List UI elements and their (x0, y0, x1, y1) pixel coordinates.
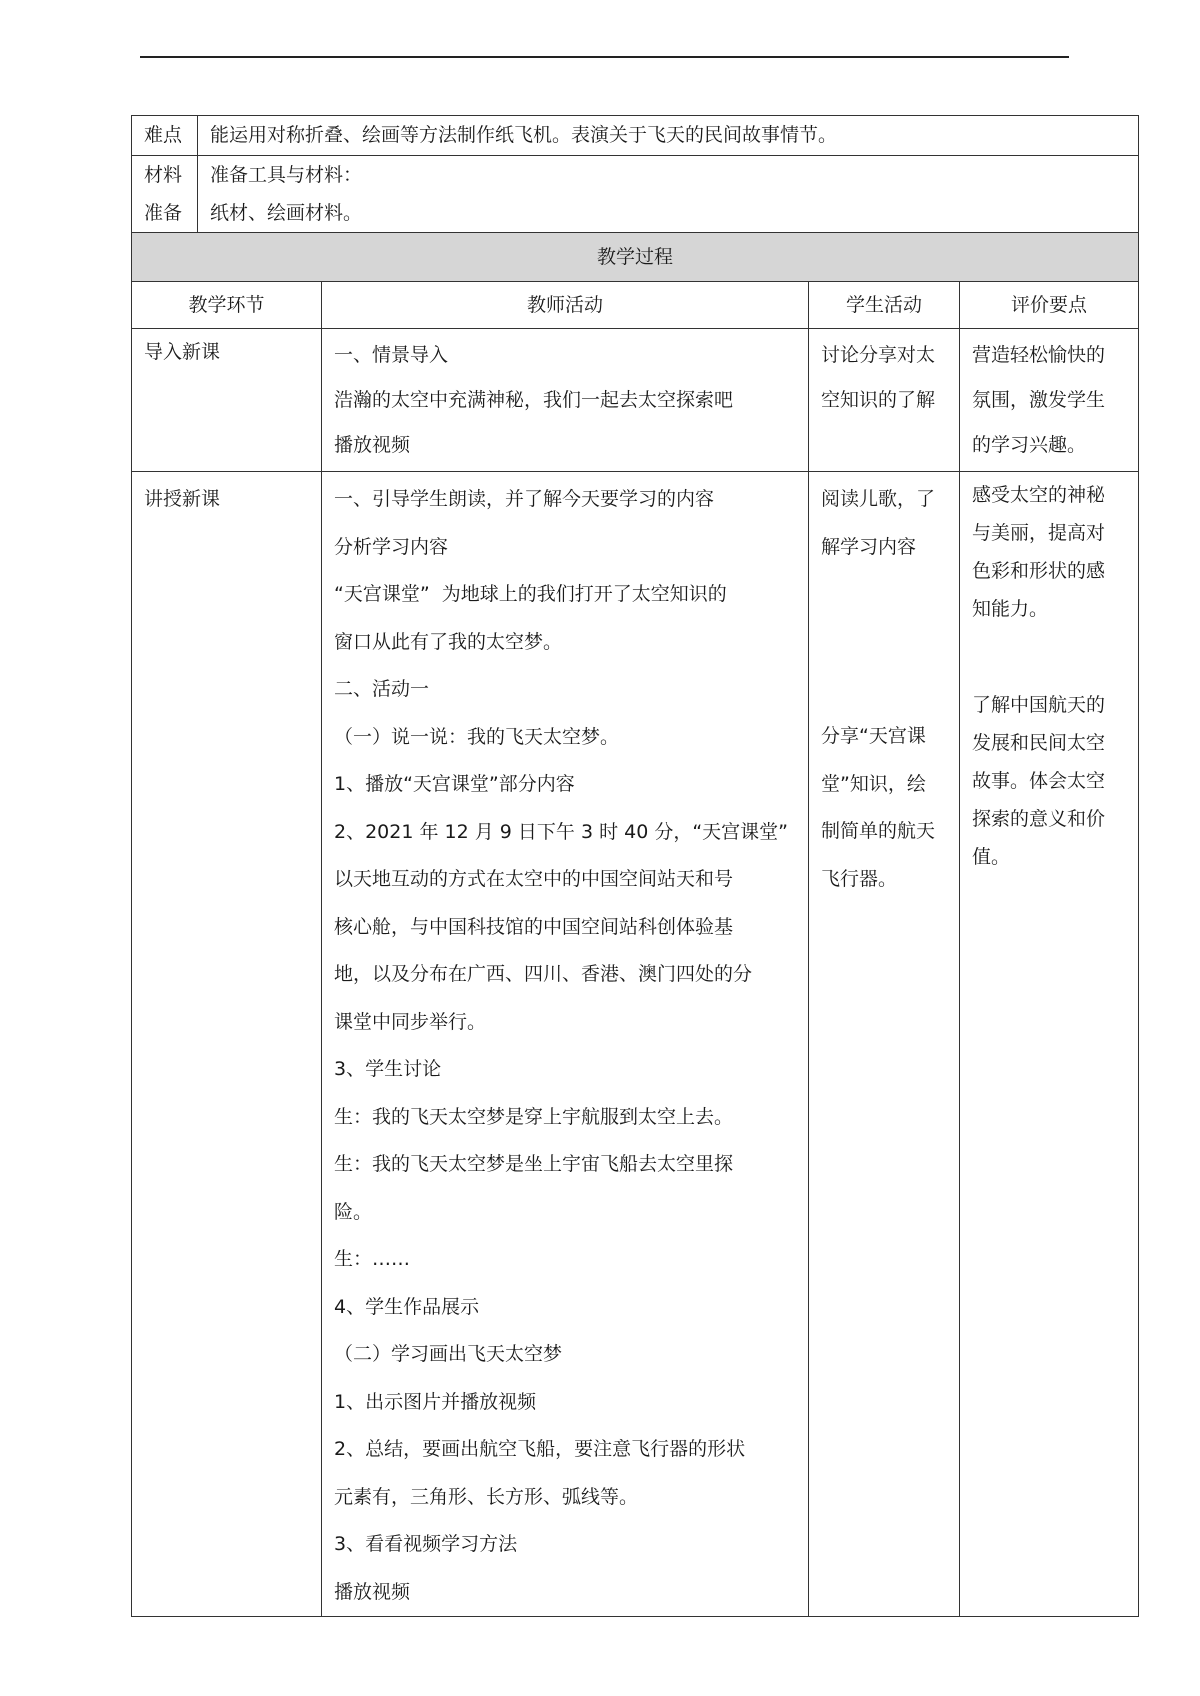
lecture-eval-line: 感受太空的神秘 (972, 484, 1106, 506)
spacer (821, 666, 959, 713)
lecture-eval-line: 了解中国航天的 (972, 694, 1106, 716)
header-stage: 教学环节 (132, 282, 322, 329)
lecture-eval-line: 探索的意义和价 (972, 808, 1106, 830)
intro-eval-line: 的学习兴趣。 (972, 434, 1087, 456)
lecture-eval-line: 值。 (972, 846, 1011, 868)
lecture-teacher-line: 1、播放“天宫课堂”部分内容 (334, 773, 575, 795)
lecture-teacher-line: 3、看看视频学习方法 (334, 1533, 518, 1555)
lecture-teacher-line: （一）说一说：我的飞天太空梦。 (334, 725, 620, 748)
lecture-student-line: 解学习内容 (821, 535, 917, 558)
materials-line2: 纸材、绘画材料。 (210, 202, 363, 224)
lecture-teacher-line: 险。 (334, 1200, 373, 1223)
intro-teacher (322, 329, 809, 472)
lecture-teacher-line: 生：我的飞天太空梦是坐上宇宙飞船去太空里探 (334, 1153, 734, 1175)
lecture-teacher-line: 生：我的飞天太空梦是穿上宇航服到太空上去。 (334, 1105, 734, 1128)
materials-text (198, 156, 1139, 233)
lecture-teacher-line: 以天地互动的方式在太空中的中国空间站天和号 (334, 868, 734, 890)
lecture-teacher-line: 课堂中同步举行。 (334, 1010, 487, 1033)
lecture-teacher-line: 4、学生作品展示 (334, 1295, 480, 1318)
lecture-teacher-line: 元素有，三角形、长方形、弧线等。 (334, 1485, 639, 1508)
lecture-student-line: 堂”知识，绘 (821, 772, 926, 795)
intro-row (132, 329, 1139, 472)
intro-eval (960, 329, 1139, 472)
lecture-eval (960, 472, 1139, 1617)
process-title-row (132, 233, 1139, 282)
spacer (821, 571, 959, 666)
lecture-teacher-line: “天宫课堂” 为地球上的我们打开了太空知识的 (334, 583, 727, 605)
lecture-eval-line: 故事。体会太空 (972, 770, 1106, 792)
difficulty-label: 难点 (132, 116, 198, 156)
lecture-teacher-line: 一、引导学生朗读，并了解今天要学习的内容 (334, 488, 715, 510)
lecture-teacher-line: 3、学生讨论 (334, 1058, 442, 1080)
lecture-student-line: 飞行器。 (821, 867, 898, 890)
lecture-student-line: 阅读儿歌，了 (821, 488, 936, 510)
lecture-stage (132, 472, 322, 1617)
spacer (972, 628, 1138, 686)
header-teacher: 教师活动 (322, 282, 809, 329)
process-title: 教学过程 (132, 233, 1139, 282)
lecture-teacher-line: 1、出示图片并播放视频 (334, 1390, 537, 1413)
lecture-teacher (322, 472, 809, 1617)
intro-student-line: 空知识的了解 (821, 389, 936, 411)
intro-teacher-line: 播放视频 (334, 434, 411, 456)
lecture-student-line: 制简单的航天 (821, 820, 936, 842)
lecture-teacher-line: 分析学习内容 (334, 535, 449, 558)
lecture-eval-line: 与美丽，提高对 (972, 522, 1106, 544)
difficulty-text: 能运用对称折叠、绘画等方法制作纸飞机。表演关于飞天的民间故事情节。 (198, 116, 1139, 156)
intro-eval-line: 氛围，激发学生 (972, 389, 1106, 411)
header-rule (140, 56, 1069, 58)
lecture-teacher-line: 核心舱，与中国科技馆的中国空间站科创体验基 (334, 915, 734, 938)
process-header-row (132, 282, 1139, 329)
lecture-student (809, 472, 960, 1617)
intro-student (809, 329, 960, 472)
lecture-teacher-line: 2、总结，要画出航空飞船，要注意飞行器的形状 (334, 1438, 746, 1460)
materials-label (132, 156, 198, 233)
lecture-row (132, 472, 1139, 1617)
materials-line1: 准备工具与材料： (210, 164, 363, 186)
intro-teacher-line: 一、情景导入 (334, 344, 449, 366)
lecture-student-line: 分享“天宫课 (821, 725, 926, 747)
lecture-eval-line: 知能力。 (972, 598, 1049, 620)
intro-teacher-line: 浩瀚的太空中充满神秘，我们一起去太空探索吧 (334, 389, 734, 411)
lecture-teacher-line: 2、2021 年 12 月 9 日下午 3 时 40 分，“天宫课堂” (334, 820, 789, 843)
materials-row (132, 156, 1139, 233)
lecture-teacher-line: 窗口从此有了我的太空梦。 (334, 630, 563, 653)
lecture-teacher-line: （二）学习画出飞天太空梦 (334, 1343, 563, 1365)
lecture-teacher-line: 生：…… (334, 1248, 411, 1270)
intro-eval-line: 营造轻松愉快的 (972, 344, 1106, 366)
intro-student-line: 讨论分享对太 (821, 344, 936, 366)
lecture-stage-label: 讲授新课 (144, 488, 221, 510)
difficulty-row (132, 116, 1139, 156)
materials-label-line1: 材料 (144, 164, 183, 186)
header-student: 学生活动 (809, 282, 960, 329)
lecture-eval-line: 色彩和形状的感 (972, 560, 1106, 582)
lecture-teacher-line: 播放视频 (334, 1580, 411, 1603)
intro-stage-label: 导入新课 (144, 341, 221, 363)
lecture-teacher-line: 地，以及分布在广西、四川、香港、澳门四处的分 (334, 963, 753, 985)
intro-stage (132, 329, 322, 472)
lecture-eval-line: 发展和民间太空 (972, 732, 1106, 754)
lesson-plan-table (131, 115, 1139, 1617)
header-eval: 评价要点 (960, 282, 1139, 329)
materials-label-line2: 准备 (144, 202, 183, 224)
lecture-teacher-line: 二、活动一 (334, 678, 430, 700)
